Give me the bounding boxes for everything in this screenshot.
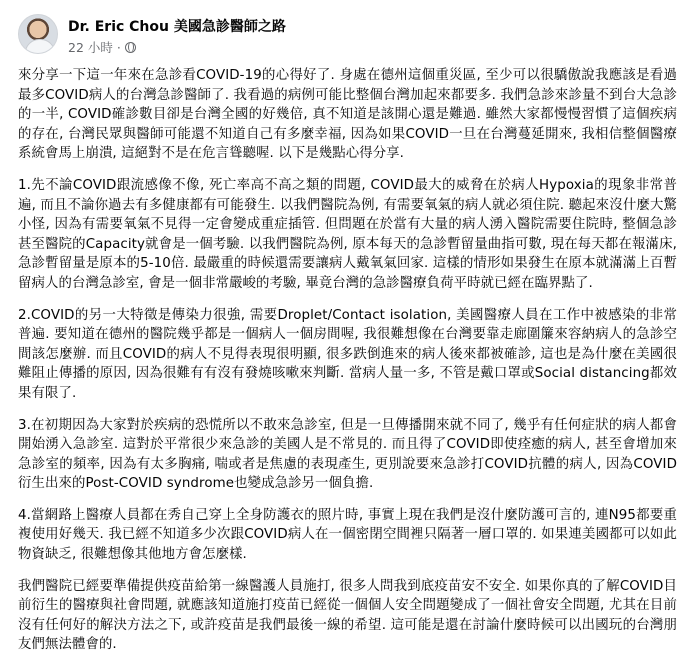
post-paragraph-4: 4.當網路上醫療人員都在秀自己穿上全身防護衣的照片時, 事實上現在我們是沒什麼防護可言的, 連N95都要重複使用好幾天. 我已經不知道多少次跟COVID病人在一個密閉空間裡只隔著一層口罩的. 如果連美國都可以如此物資缺乏, 很難想像其他地方會怎麼樣. <box>18 507 677 563</box>
globe-icon[interactable] <box>125 42 136 53</box>
post-paragraph-vaccine: 我們醫院已經要準備提供疫苗給第一線醫護人員施打, 很多人問我到底疫苗安不安全. 如果你真的了解COVID目前衍生的醫療與社會問題, 就應該知道施打疫苗已經從一個個人安全問題變成了一個社會安全問題, 尤其在目前沒有任何好的解決方法之下, 或許疫苗是我們最後一線的希望. 這可能是還在討論什麼時候可以出國玩的台灣朋友們無法體會的. <box>18 578 677 653</box>
post-paragraph-intro: 來分享一下這一年來在急診看COVID-19的心得好了. 身處在德州這個重災區, 至少可以很驕傲說我應該是看過最多COVID病人的台灣急診醫師了. 我看過的病例可能比整個台灣加起來都要多. 我們急診來診量不到台大急診的一半, COVID確診數目卻是台灣全國的好幾倍, 真不知道是該開心還是難過. 雖然大家都慢慢習慣了這個疾病的存在, 台灣民眾與醫師可能還不知道自己有多麼幸福, 因為如果COVID一旦在台灣蔓延開來, 我相信整個醫療系統會馬上崩潰, 這絕對不是在危言聳聽喔. 以下是幾點心得分享. <box>18 68 677 162</box>
post-meta <box>68 38 136 56</box>
post-paragraph-1: 1.先不論COVID跟流感像不像, 死亡率高不高之類的問題, COVID最大的威脅在於病人Hypoxia的現象非常普遍, 而且不論你過去有多健康都有可能發生. 以我們醫院為例, 有需要氧氣的病人就必須住院. 聽起來沒什麼大驚小怪, 因為有需要氧氣不見得一定會變成重症插管. 但問題在於當有大量的病人湧入醫院需要住院時, 整個急診甚至醫院的Capacity就會是一個考驗. 以我們醫院為例, 原本每天的急診暫留量曲指可數, 現在每天都在報滿床, 急診暫留量是原本的5-10倍. 最嚴重的時候還需要讓病人戴氧氣回家. 這樣的情形如果發生在原本就滿滿上百暫留病人的台灣急診室, 會是一個非常嚴峻的考驗, 畢竟台灣的急診醫療負荷平時就已經在臨界點了. <box>18 177 677 291</box>
meta-separator: · <box>116 40 121 55</box>
post-time[interactable]: 22 小時 <box>68 40 113 55</box>
author-avatar[interactable] <box>18 14 58 54</box>
author-name[interactable]: Dr. Eric Chou 美國急診醫師之路 <box>68 19 286 35</box>
post-paragraph-2: 2.COVID的另一大特徵是傳染力很強, 需要Droplet/Contact isolation, 美國醫療人員在工作中被感染的非常普遍. 要知道在德州的醫院幾乎都是一個病人一個房間喔, 我很難想像在台灣要靠走廊圍簾來容納病人的急診空間該怎麼辦. 而且COVID的病人不見得表現很明顯, 很多跌倒進來的病人後來都被確診, 這也是為什麼在美國很難阻止傳播的原因, 因為很難有有沒有發燒咳嗽來判斷. 當病人量一多, 不管是戴口罩或Social distancing都效果有限了. <box>18 307 677 401</box>
avatar-coat <box>25 39 55 54</box>
post-header <box>18 14 677 58</box>
post-paragraph-3: 3.在初期因為大家對於疾病的恐慌所以不敢來急診室, 但是一旦傳播開來就不同了, 幾乎有任何症狀的病人都會開始湧入急診室. 這對於平常很少來急診的美國人是不常見的. 而且得了COVID即使痊癒的病人, 甚至會增加來急診室的頻率, 因為有太多胸痛, 喘或者是焦慮的表現產生, 更別說要來急診打COVID抗體的病人, 因為COVID衍生出來的Post-COVID syndrome也變成急診另一個負擔. <box>18 417 677 492</box>
post-body <box>18 66 677 667</box>
